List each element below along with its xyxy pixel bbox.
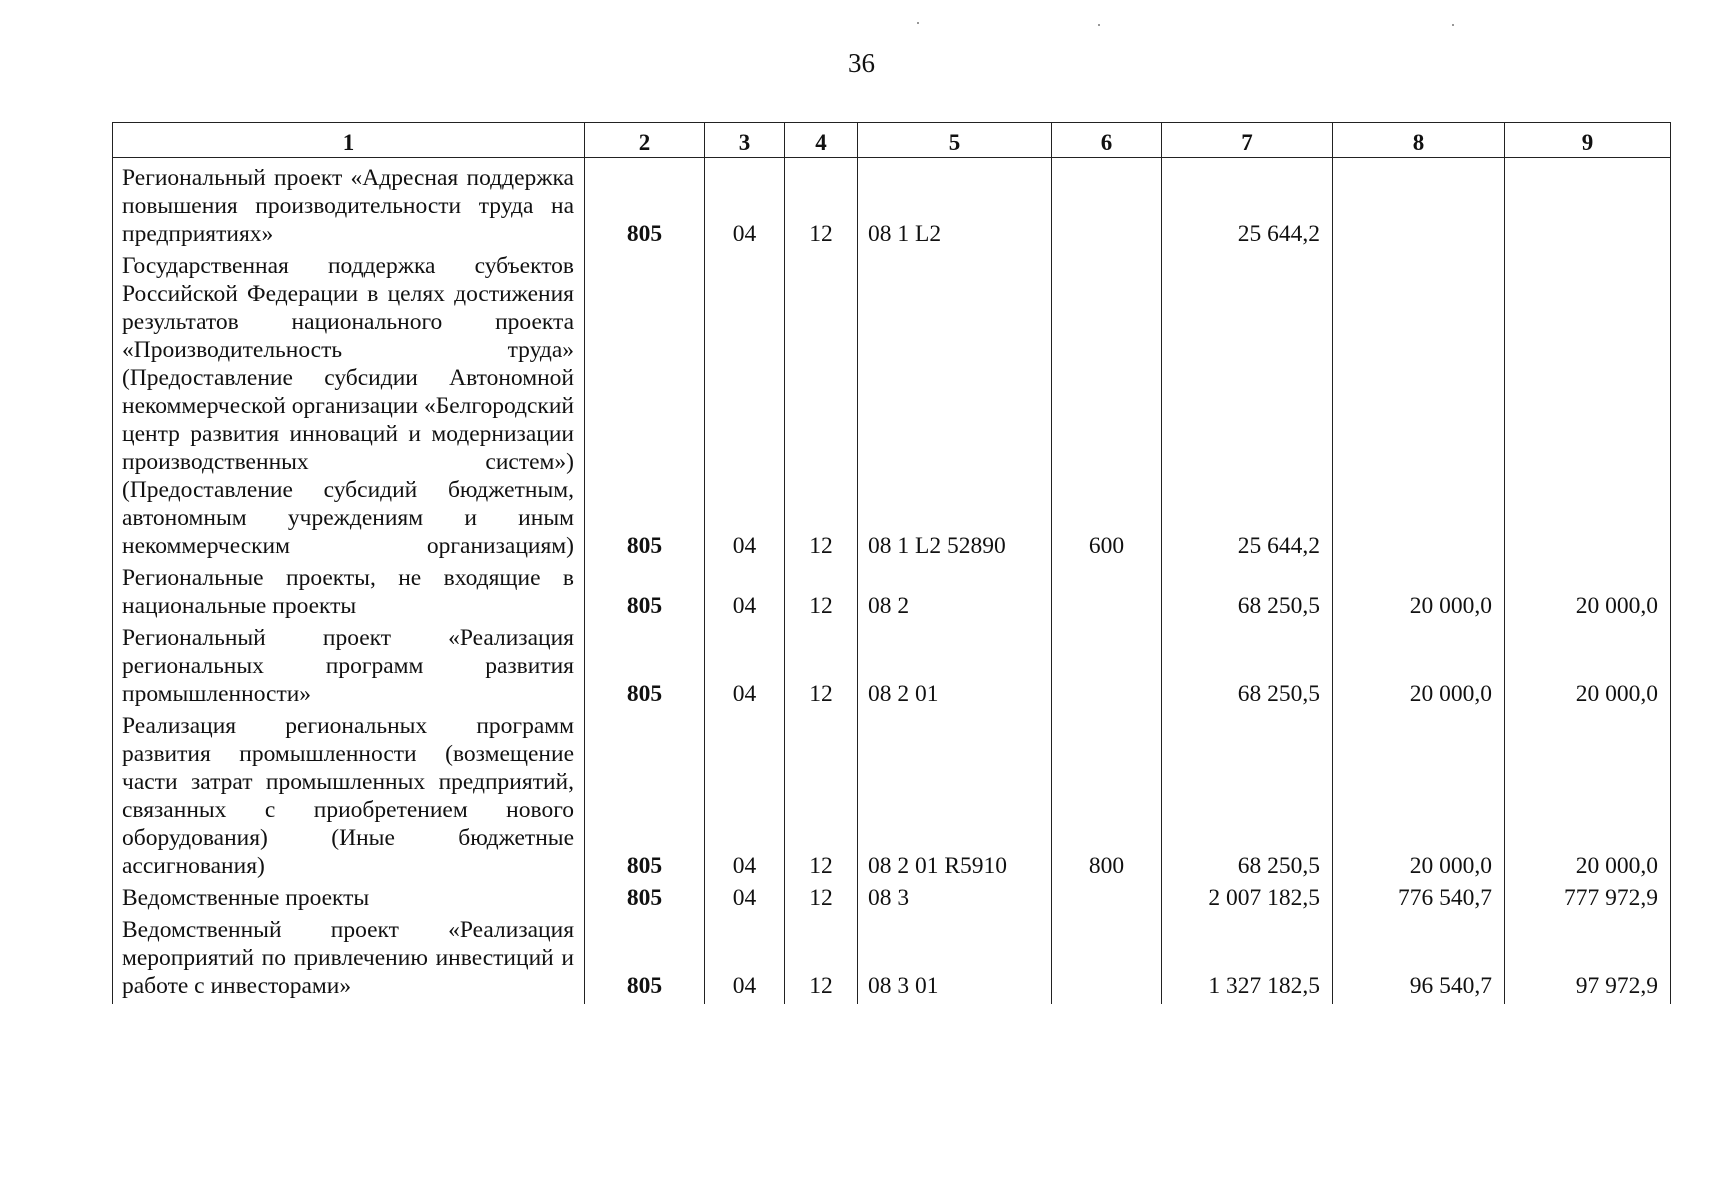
row-amount-col9 xyxy=(1505,252,1671,564)
row-subsection: 12 xyxy=(785,916,858,1004)
row-target-article: 08 1 L2 52890 xyxy=(858,252,1052,564)
row-section: 04 xyxy=(705,884,785,916)
row-section: 04 xyxy=(705,712,785,884)
row-ministry-code: 805 xyxy=(585,564,705,624)
row-expense-type xyxy=(1052,884,1162,916)
row-amount-col8: 96 540,7 xyxy=(1333,916,1505,1004)
header-col-4: 4 xyxy=(785,123,858,158)
row-amount-col7: 68 250,5 xyxy=(1162,624,1333,712)
row-target-article: 08 2 01 xyxy=(858,624,1052,712)
row-amount-col9: 20 000,0 xyxy=(1505,712,1671,884)
row-amount-col8: 20 000,0 xyxy=(1333,564,1505,624)
row-target-article: 08 3 xyxy=(858,884,1052,916)
table-row xyxy=(113,564,1671,624)
row-subsection: 12 xyxy=(785,624,858,712)
header-col-3: 3 xyxy=(705,123,785,158)
row-target-article: 08 3 01 xyxy=(858,916,1052,1004)
row-description: Региональный проект «Адресная поддержка повышения производительности труда на предприятиях» xyxy=(113,158,585,253)
row-target-article: 08 1 L2 xyxy=(858,158,1052,253)
row-description: Реализация региональных программ развития промышленности (возмещение части затрат промышленных предприятий, связанных с приобретением нового оборудования) (Иные бюджетные ассигнования) xyxy=(113,712,585,884)
row-ministry-code: 805 xyxy=(585,158,705,253)
table-row xyxy=(113,252,1671,564)
row-section: 04 xyxy=(705,158,785,253)
row-section: 04 xyxy=(705,564,785,624)
row-expense-type xyxy=(1052,564,1162,624)
table-row xyxy=(113,158,1671,253)
row-section: 04 xyxy=(705,624,785,712)
row-amount-col8 xyxy=(1333,158,1505,253)
table-row xyxy=(113,624,1671,712)
header-col-1: 1 xyxy=(113,123,585,158)
row-ministry-code: 805 xyxy=(585,252,705,564)
row-ministry-code: 805 xyxy=(585,712,705,884)
header-col-8: 8 xyxy=(1333,123,1505,158)
row-expense-type xyxy=(1052,916,1162,1004)
row-ministry-code: 805 xyxy=(585,884,705,916)
row-amount-col9 xyxy=(1505,158,1671,253)
row-amount-col8 xyxy=(1333,252,1505,564)
header-col-9: 9 xyxy=(1505,123,1671,158)
row-description: Ведомственный проект «Реализация мероприятий по привлечению инвестиций и работе с инвесторами» xyxy=(113,916,585,1004)
header-col-6: 6 xyxy=(1052,123,1162,158)
row-ministry-code: 805 xyxy=(585,624,705,712)
row-amount-col7: 2 007 182,5 xyxy=(1162,884,1333,916)
row-target-article: 08 2 xyxy=(858,564,1052,624)
row-subsection: 12 xyxy=(785,252,858,564)
row-expense-type: 600 xyxy=(1052,252,1162,564)
row-section: 04 xyxy=(705,252,785,564)
row-amount-col7: 1 327 182,5 xyxy=(1162,916,1333,1004)
row-description: Государственная поддержка субъектов Российской Федерации в целях достижения результатов национального проекта «Производительность труда» (Предоставление субсидии Автономной некоммерческой организации «Белгородский центр развития инноваций и модернизации производственных систем») (Предоставление субсидий бюджетным, автономным учреждениям и иным некоммерческим организациям) xyxy=(113,252,585,564)
row-amount-col9: 777 972,9 xyxy=(1505,884,1671,916)
scan-dot xyxy=(1098,24,1100,26)
row-subsection: 12 xyxy=(785,712,858,884)
page-number: 36 xyxy=(848,48,875,78)
row-amount-col8: 776 540,7 xyxy=(1333,884,1505,916)
row-expense-type: 800 xyxy=(1052,712,1162,884)
header-col-2: 2 xyxy=(585,123,705,158)
budget-table xyxy=(112,122,1671,1004)
row-description: Региональные проекты, не входящие в национальные проекты xyxy=(113,564,585,624)
row-description: Ведомственные проекты xyxy=(113,884,585,916)
row-expense-type xyxy=(1052,624,1162,712)
row-section: 04 xyxy=(705,916,785,1004)
row-amount-col9: 97 972,9 xyxy=(1505,916,1671,1004)
scan-dot xyxy=(1452,24,1454,26)
row-subsection: 12 xyxy=(785,884,858,916)
row-amount-col8: 20 000,0 xyxy=(1333,624,1505,712)
table-row xyxy=(113,884,1671,916)
row-amount-col7: 68 250,5 xyxy=(1162,712,1333,884)
row-amount-col8: 20 000,0 xyxy=(1333,712,1505,884)
row-subsection: 12 xyxy=(785,564,858,624)
row-amount-col7: 25 644,2 xyxy=(1162,252,1333,564)
row-amount-col9: 20 000,0 xyxy=(1505,624,1671,712)
header-col-5: 5 xyxy=(858,123,1052,158)
row-ministry-code: 805 xyxy=(585,916,705,1004)
scan-dot xyxy=(917,22,919,24)
row-subsection: 12 xyxy=(785,158,858,253)
table-row xyxy=(113,916,1671,1004)
row-expense-type xyxy=(1052,158,1162,253)
header-row xyxy=(113,123,1671,158)
row-description: Региональный проект «Реализация региональных программ развития промышленности» xyxy=(113,624,585,712)
row-target-article: 08 2 01 R5910 xyxy=(858,712,1052,884)
row-amount-col7: 68 250,5 xyxy=(1162,564,1333,624)
row-amount-col9: 20 000,0 xyxy=(1505,564,1671,624)
table-row xyxy=(113,712,1671,884)
row-amount-col7: 25 644,2 xyxy=(1162,158,1333,253)
header-col-7: 7 xyxy=(1162,123,1333,158)
